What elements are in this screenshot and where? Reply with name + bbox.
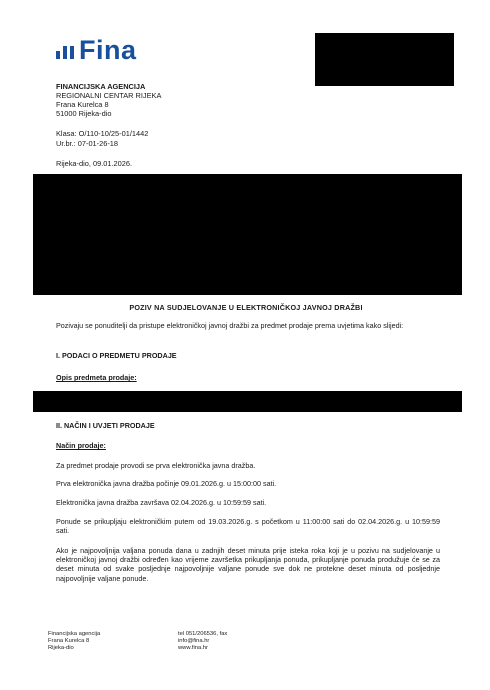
footer-line: Rijeka-dio	[48, 645, 74, 652]
sender-line: 51000 Rijeka-dio	[56, 109, 112, 118]
paragraph: Elektronička javna dražba završava 02.04.2026.g. u 10:59:59 sati.	[56, 498, 267, 507]
footer-right	[178, 631, 227, 653]
footer-web-link[interactable]: www.fina.hr	[178, 645, 208, 652]
paragraph: Ako je najpovoljnija valjana ponuda dana u zadnjih deset minuta prije isteka roka koji je u pozivu na sudjelovanje u elektroničkoj javnoj dražbi određen kao vrijeme završetka prikupljanja ponuda, prikupljanje ponuda produžuje će se za deset minuta od svake posljednje najpovoljnije valjane ponude sve dok ne protekne deset minuta od posljednje najpovoljnije valjane ponude.	[56, 546, 440, 583]
footer-email-link[interactable]: info@fina.hr	[178, 638, 210, 645]
paragraph: Za predmet prodaje provodi se prva elektronička javna dražba.	[56, 461, 256, 470]
place-date: Rijeka-dio, 09.01.2026.	[56, 159, 133, 168]
klasa: Klasa: O/110-10/25-01/1442	[56, 129, 149, 138]
sender-address	[56, 82, 161, 118]
fina-logo	[56, 35, 137, 65]
section-1-heading: I. PODACI O PREDMETU PRODAJE	[56, 351, 177, 360]
reference-numbers	[56, 129, 148, 148]
redacted-block-header	[33, 174, 462, 295]
section-2-heading: II. NAČIN I UVJETI PRODAJE	[56, 421, 155, 430]
section-1-subheading: Opis predmeta prodaje:	[56, 373, 137, 382]
logo-bars-icon	[56, 46, 74, 62]
footer-line: Financijska agencija	[48, 631, 101, 637]
section-2-subheading: Način prodaje:	[56, 441, 106, 450]
urbr: Ur.br.: 07-01-26-18	[56, 138, 119, 148]
sender-line: REGIONALNI CENTAR RIJEKA	[56, 91, 162, 100]
redacted-block-description	[33, 391, 462, 412]
footer-line: tel 051/206536, fax	[178, 631, 228, 637]
footer-left	[48, 631, 100, 653]
intro-paragraph: Pozivaju se ponuditelji da pristupe elektroničkoj javnoj dražbi za predmet prodaje prema uvjetima kako slijedi:	[56, 321, 404, 330]
footer-line: Frana Kurelca 8	[48, 638, 90, 645]
paragraph: Ponude se prikupljaju elektroničkim putem od 19.03.2026.g. s početkom u 11:00:00 sati do 02.04.2026.g. u 10:59:59 sati.	[56, 517, 440, 536]
sender-name: FINANCIJSKA AGENCIJA	[56, 82, 146, 91]
paragraph: Prva elektronička javna dražba počinje 09.01.2026.g. u 15:00:00 sati.	[56, 479, 277, 488]
sender-line: Frana Kurelca 8	[56, 100, 109, 109]
logo-text: Fina	[79, 35, 137, 65]
redacted-block-recipient	[315, 33, 454, 86]
document-title: POZIV NA SUDJELOVANJE U ELEKTRONIČKOJ JAVNOJ DRAŽBI	[129, 303, 363, 312]
